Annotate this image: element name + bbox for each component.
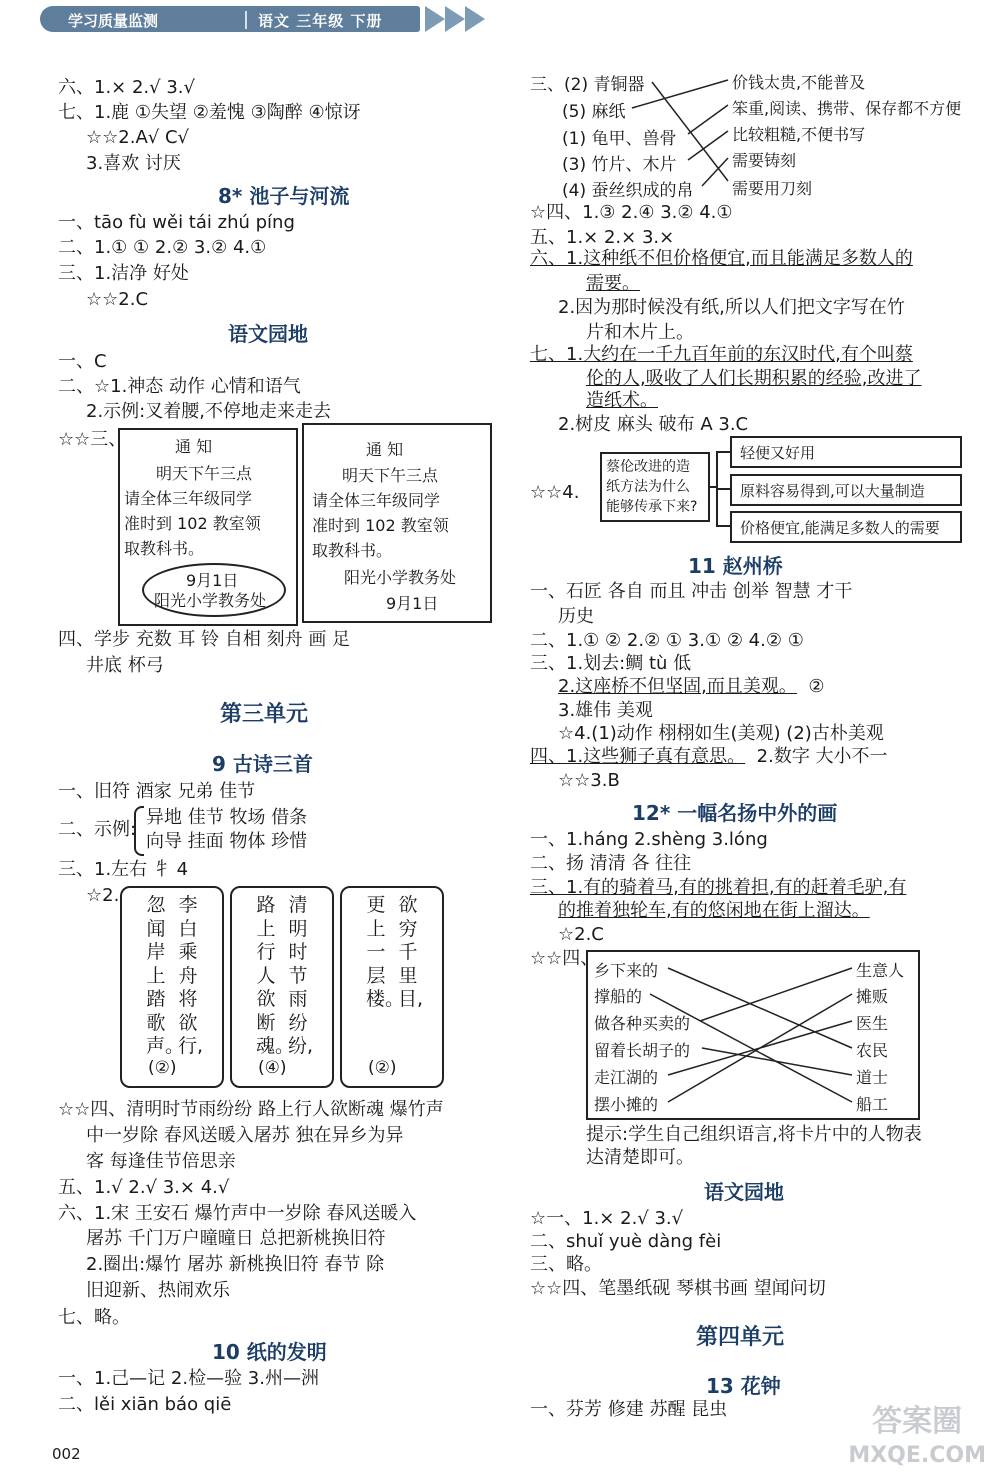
answer-line: ☆☆三、 [58, 429, 127, 450]
answer-line: 一、1.己—记 2.检—验 3.州—洲 [58, 1368, 319, 1389]
answer-line: 六、1.宋 王安石 爆竹声中一岁除 春风送暖入 [58, 1203, 417, 1224]
match-line [668, 968, 852, 1048]
answer-line: 2.这座桥不但坚固,而且美观。 ② [558, 676, 825, 697]
answer-line: 三、1.有的骑着马,有的挑着担,有的赶着毛驴,有 [530, 877, 907, 898]
notice-text: 请全体三年级同学 [312, 491, 441, 510]
match-right-item: 摊贩 [856, 987, 889, 1006]
answer-line: 二、1.① ② 2.② ① 3.① ② 4.② ① [530, 630, 804, 651]
concept-text: 蔡伦改进的造 [606, 459, 690, 475]
answer-line: 历史 [558, 606, 594, 627]
answer-line: 异地 佳节 牧场 借条 [146, 807, 308, 828]
match-line [700, 968, 852, 1021]
answer-line: 二、shuǐ yuè dàng fèi [530, 1231, 722, 1252]
answer-line: ☆☆3.B [558, 770, 620, 791]
lesson-title: 9 古诗三首 [212, 752, 313, 776]
answer-line: 的推着独轮车,有的悠闲地在街上溜达。 [558, 900, 870, 921]
answer-line: ☆4.(1)动作 栩栩如生(美观) (2)古朴美观 [558, 723, 884, 744]
notice-text: 准时到 102 教室领 [124, 514, 261, 533]
answer-line: 一、1.háng 2.shèng 3.lóng [530, 829, 768, 850]
concept-text: 轻便又好用 [740, 444, 816, 462]
answer-line: 2.树皮 麻头 破布 A 3.C [558, 414, 749, 435]
match-line [668, 994, 852, 1102]
lesson-title: 12* 一幅名扬中外的画 [632, 801, 838, 825]
poem-answer: (④) [258, 1058, 287, 1078]
answer-line: ☆2. [86, 885, 120, 906]
answer-line: 六、1.这种纸不但价格便宜,而且能满足多数人的 [530, 248, 913, 269]
poem-line: 清明时节雨纷纷, [288, 894, 314, 1057]
match-right-item: 道士 [856, 1068, 889, 1087]
answer-line: 一、tāo fù wěi tái zhú píng [58, 212, 295, 233]
unit-title: 第三单元 [220, 702, 309, 727]
answer-line: 客 每逢佳节倍思亲 [86, 1151, 236, 1172]
concept-text: 能够传承下来? [606, 499, 698, 515]
match-left-item: 留着长胡子的 [594, 1041, 691, 1060]
answer-line: 七、1.鹿 ①失望 ②羞愧 ③陶醉 ④惊讶 [58, 102, 361, 123]
answer-line: 2.因为那时候没有纸,所以人们把文字写在竹 [558, 297, 905, 318]
lesson-title: 8* 池子与河流 [218, 184, 350, 208]
answer-line: 3.喜欢 讨厌 [86, 153, 181, 174]
header-book-title: 学习质量监测 [68, 12, 159, 30]
answer-line: ☆☆四、清明时节雨纷纷 路上行人欲断魂 爆竹声 [58, 1099, 444, 1120]
unit-title: 第四单元 [696, 1325, 785, 1350]
answer-line: 二、示例: [58, 819, 137, 840]
answer-line: 2.圈出:爆竹 屠苏 新桃换旧符 春节 除 [86, 1254, 385, 1275]
section-title: 语文园地 [228, 322, 308, 346]
match-left-item: (4) 蚕丝织成的帛 [562, 181, 694, 201]
answer-line: ☆☆4. [530, 482, 580, 503]
answer-line: ☆☆2.C [86, 289, 149, 310]
answer-line: 向导 挂面 物体 珍惜 [146, 831, 308, 852]
watermark-text: MXQE.COM [848, 1443, 986, 1468]
notice-text: 明天下午三点 [342, 466, 439, 485]
answer-line: 片和木片上。 [586, 322, 694, 343]
answer-line: 六、1.× 2.√ 3.√ [58, 77, 195, 98]
answer-line: 三、1.洁净 好处 [58, 263, 189, 284]
poem-answer: (②) [148, 1058, 177, 1078]
answer-line: 伦的人,吸收了人们长期积累的经验,改进了 [586, 368, 922, 389]
match-left-item: 三、(2) 青铜器 [530, 75, 645, 95]
answer-line: 旧迎新、热闹欢乐 [86, 1280, 230, 1301]
concept-text: 价格便宜,能满足多数人的需要 [740, 519, 940, 537]
answer-line: 三、1.左右 牜 4 [58, 859, 189, 880]
answer-line: 屠苏 千门万户曈曈日 总把新桃换旧符 [86, 1228, 386, 1249]
poem-line: 李白乘舟将欲行, [178, 894, 204, 1057]
answer-line: 一、芬芳 修建 苏醒 昆虫 [530, 1399, 728, 1420]
notice-text: 请全体三年级同学 [124, 489, 253, 508]
match-line [650, 994, 852, 1102]
poem-line: 忽闻岸上踏歌声。 [146, 894, 185, 1057]
answer-line: 三、略。 [530, 1254, 602, 1275]
answer-line: 二、1.① ① 2.② 3.② 4.① [58, 237, 267, 258]
answer-line: 二、扬 清清 各 往往 [530, 853, 692, 874]
answer-line: 四、学步 充数 耳 铃 自相 刻舟 画 足 [58, 629, 351, 650]
lesson-title: 13 花钟 [706, 1374, 781, 1398]
answer-line: 一、石匠 各自 而且 冲击 创举 智慧 才干 [530, 581, 853, 602]
answer-line: 三、1.划去:鲷 tù 低 [530, 653, 692, 674]
match-right-item: 船工 [856, 1095, 889, 1114]
match-left-item: 做各种买卖的 [594, 1014, 691, 1033]
match-left-item: (3) 竹片、木片 [562, 155, 677, 175]
answer-line: 2.示例:叉着腰,不停地走来走去 [86, 401, 331, 422]
section-title: 语文园地 [704, 1180, 784, 1204]
match-right-item: 价钱太贵,不能普及 [732, 73, 866, 92]
notice-date: 9月1日 [386, 594, 439, 613]
poem-line: 路上行人欲断魂。 [256, 894, 295, 1057]
answer-line: 3.雄伟 美观 [558, 700, 653, 721]
match-right-item: 医生 [856, 1014, 889, 1033]
match-left-item: 摆小摊的 [594, 1095, 659, 1114]
notice-signature: 阳光小学教务处 [344, 568, 457, 587]
answer-line: 达清楚即可。 [586, 1147, 694, 1168]
match-left-item: 走江湖的 [594, 1068, 659, 1087]
match-right-item: 比较粗糙,不便书写 [732, 125, 866, 144]
poem-answer: (②) [368, 1058, 397, 1078]
notice-heading: 通 知 [175, 437, 213, 456]
answer-line: 造纸术。 [586, 390, 658, 411]
notice-text: 取教科书。 [124, 539, 205, 558]
poem-line: 更上一层楼。 [366, 894, 405, 1010]
match-right-item: 生意人 [856, 961, 905, 980]
answer-line: 二、lěi xiān báo qiē [58, 1394, 232, 1415]
notice-text: 明天下午三点 [156, 464, 253, 483]
match-right-item: 笨重,阅读、携带、保存都不方便 [732, 99, 962, 118]
poem-line: 欲穷千里目, [398, 894, 424, 1010]
answer-line: 四、1.这些狮子真有意思。 2.数字 大小不一 [530, 746, 888, 767]
match-line [702, 1048, 852, 1075]
match-left-item: (5) 麻纸 [562, 102, 626, 122]
answer-line: 五、1.× 2.× 3.× [530, 227, 675, 248]
match-left-item: 撑船的 [594, 987, 643, 1006]
answer-line: ☆☆四、笔墨纸砚 琴棋书画 望闻问切 [530, 1278, 826, 1299]
answer-line: ☆四、1.③ 2.④ 3.② 4.① [530, 202, 733, 223]
answer-line: ☆2.C [558, 924, 604, 945]
concept-text: 原料容易得到,可以大量制造 [740, 482, 925, 500]
notice-text: 取教科书。 [312, 541, 393, 560]
answer-line: 提示:学生自己组织语言,将卡片中的人物表 [586, 1124, 922, 1145]
match-left-item: (1) 龟甲、兽骨 [562, 129, 677, 149]
answer-line: 七、1.大约在一千九百年前的东汉时代,有个叫蔡 [530, 344, 913, 365]
match-right-item: 需要铸刻 [732, 151, 797, 170]
answer-line: ☆☆四、 [530, 948, 599, 969]
answer-line: 二、☆1.神态 动作 心情和语气 [58, 376, 301, 397]
answer-line: 一、C [58, 351, 107, 372]
answer-line: ☆一、1.× 2.√ 3.√ [530, 1208, 684, 1229]
concept-text: 纸方法为什么 [606, 479, 690, 495]
header-info: 语文 三年级 下册 [258, 12, 383, 30]
answer-line: 井底 杯弓 [86, 655, 164, 676]
notice-signature: 阳光小学教务处 [154, 591, 267, 610]
watermark-text: 答案圈 [872, 1404, 963, 1439]
answer-line: ☆☆2.A√ C√ [86, 127, 189, 148]
watermark [848, 1405, 986, 1473]
answer-line: 五、1.√ 2.√ 3.× 4.√ [58, 1177, 230, 1198]
match-left-item: 乡下来的 [594, 961, 659, 980]
page-number: 002 [52, 1445, 81, 1463]
answer-line: 一、旧符 酒家 兄弟 佳节 [58, 781, 256, 802]
notice-heading: 通 知 [366, 440, 404, 459]
lesson-title: 11 赵州桥 [688, 554, 783, 578]
answer-line: 需要。 [586, 273, 640, 294]
lesson-title: 10 纸的发明 [212, 1340, 327, 1364]
answer-line: 七、略。 [58, 1307, 130, 1328]
notice-date: 9月1日 [186, 571, 239, 590]
match-right-item: 农民 [856, 1041, 889, 1060]
match-right-item: 需要用刀刻 [732, 179, 813, 198]
answer-line: 中一岁除 春风送暖入屠苏 独在异乡为异 [86, 1125, 404, 1146]
notice-text: 准时到 102 教室领 [312, 516, 449, 535]
